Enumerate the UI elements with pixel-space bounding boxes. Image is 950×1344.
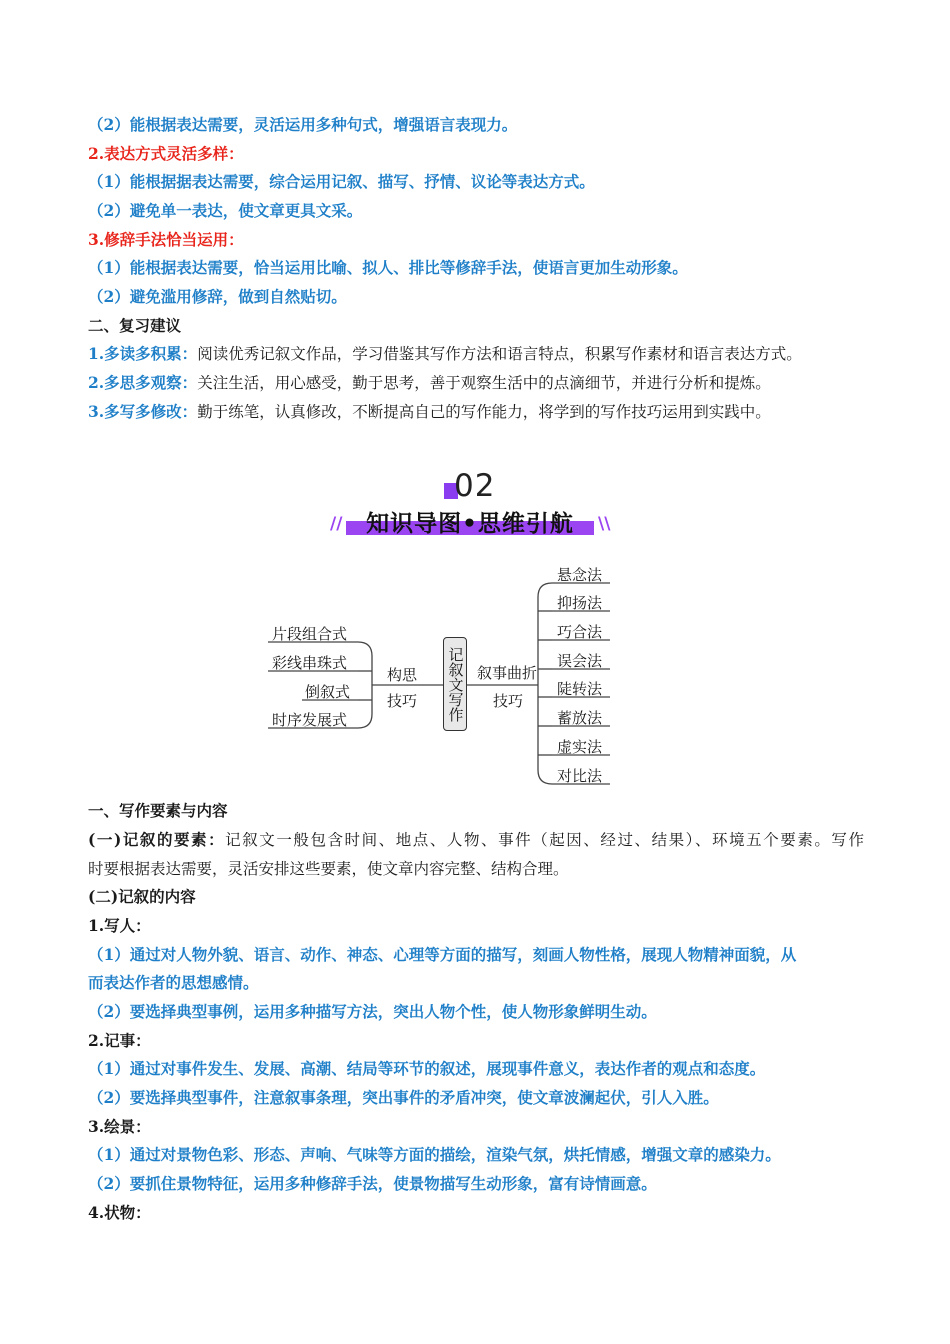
mindmap-right-leaf: 巧合法 (557, 623, 603, 641)
narrating-events-point-1: （1）通过对事件发生、发展、高潮、结局等环节的叙述，展现事件意义，表达作者的观点和态度。 (88, 1059, 766, 1078)
writing-people-point-1a: （1）通过对人物外貌、语言、动作、神态、心理等方面的描写，刻画人物性格，展现人物精神面貌，从 (88, 945, 797, 964)
mindmap-right-leaf: 误会法 (557, 652, 603, 670)
depicting-scenery-point-1: （1）通过对景物色彩、形态、声响、气味等方面的描绘，渲染气氛，烘托情感，增强文章的感染力。 (88, 1145, 781, 1164)
point-rhetoric-1: （1）能根据表达需要，恰当运用比喻、拟人、排比等修辞手法，使语言更加生动形象。 (88, 258, 688, 277)
writing-people-heading: 1.写人： (88, 916, 151, 935)
review-item-label: 1.多读多积累： (88, 344, 198, 363)
banner-slash-right: \\ (598, 514, 611, 534)
describing-objects-heading: 4.状物： (88, 1203, 151, 1222)
heading-rhetoric: 3.修辞手法恰当运用： (88, 230, 244, 249)
point-rhetoric-2: （2）避免滥用修辞，做到自然贴切。 (88, 287, 347, 306)
elements-paragraph-line1 (88, 830, 864, 850)
section1-heading: 一、写作要素与内容 (88, 801, 228, 820)
banner-slash-left: // (330, 514, 343, 534)
mindmap-right-branch-line1: 叙事曲折 (477, 664, 538, 682)
mindmap-right-leaf: 陡转法 (557, 680, 603, 698)
review-item-label: 2.多思多观察： (88, 373, 198, 392)
mindmap-left-leaf: 片段组合式 (272, 625, 348, 643)
writing-people-point-1b: 而表达作者的思想感情。 (88, 973, 259, 992)
mindmap-right-leaf: 悬念法 (557, 566, 603, 584)
point-2-2: （2）能根据表达需要，灵活运用多种句式，增强语言表现力。 (88, 115, 518, 134)
mindmap-center-node: 记叙文写作 (443, 637, 467, 731)
review-item-text: 勤于练笔，认真修改，不断提高自己的写作能力，将学到的写作技巧运用到实践中。 (197, 403, 771, 421)
review-item-label: 3.多写多修改： (88, 402, 198, 421)
mindmap-left-leaf: 倒叙式 (305, 683, 351, 701)
heading-expression-methods: 2.表达方式灵活多样： (88, 144, 244, 163)
mindmap-right-leaf: 蓄放法 (557, 709, 603, 727)
mindmap-left-leaf: 时序发展式 (272, 711, 348, 729)
mindmap-right-leaf: 虚实法 (557, 738, 603, 756)
banner-title: 知识导图•思维引航 (366, 511, 574, 537)
mindmap-left-branch-line1: 构思 (387, 666, 418, 684)
mindmap-left-leaf: 彩线串珠式 (272, 654, 348, 672)
narrating-events-point-2: （2）要选择典型事件，注意叙事条理，突出事件的矛盾冲突，使文章波澜起伏，引人入胜。 (88, 1088, 719, 1107)
elements-paragraph-line2: 时要根据表达需要，灵活安排这些要素，使文章内容完整、结构合理。 (88, 860, 569, 878)
depicting-scenery-point-2: （2）要抓住景物特征，运用多种修辞手法，使景物描写生动形象，富有诗情画意。 (88, 1174, 657, 1193)
writing-people-point-2: （2）要选择典型事例，运用多种描写方法，突出人物个性，使人物形象鲜明生动。 (88, 1002, 657, 1021)
point-expression-1: （1）能根据据表达需要，综合运用记叙、描写、抒情、议论等表达方式。 (88, 172, 595, 191)
depicting-scenery-heading: 3.绘景： (88, 1117, 151, 1136)
review-item-text: 关注生活，用心感受，勤于思考，善于观察生活中的点滴细节，并进行分析和提炼。 (197, 374, 771, 392)
elements-text: 记叙文一般包含时间、地点、人物、事件（起因、经过、结果）、环境五个要素。写作 (225, 831, 864, 849)
point-expression-2: （2）避免单一表达，使文章更具文采。 (88, 201, 363, 220)
elements-label: (一)记叙的要素： (88, 830, 226, 849)
narrating-events-heading: 2.记事： (88, 1031, 151, 1050)
mindmap-left-branch-line2: 技巧 (387, 692, 418, 710)
review-item-text: 阅读优秀记叙文作品，学习借鉴其写作方法和语言特点，积累写作素材和语言表达方式。 (197, 345, 802, 363)
review-heading: 二、复习建议 (88, 316, 182, 335)
mindmap-right-leaf: 抑扬法 (557, 594, 603, 612)
mindmap-right-branch-line2: 技巧 (493, 692, 524, 710)
content-subheading: (二)记叙的内容 (88, 887, 196, 906)
section-number: 02 (454, 468, 496, 504)
mindmap-right-leaf: 对比法 (557, 767, 603, 785)
